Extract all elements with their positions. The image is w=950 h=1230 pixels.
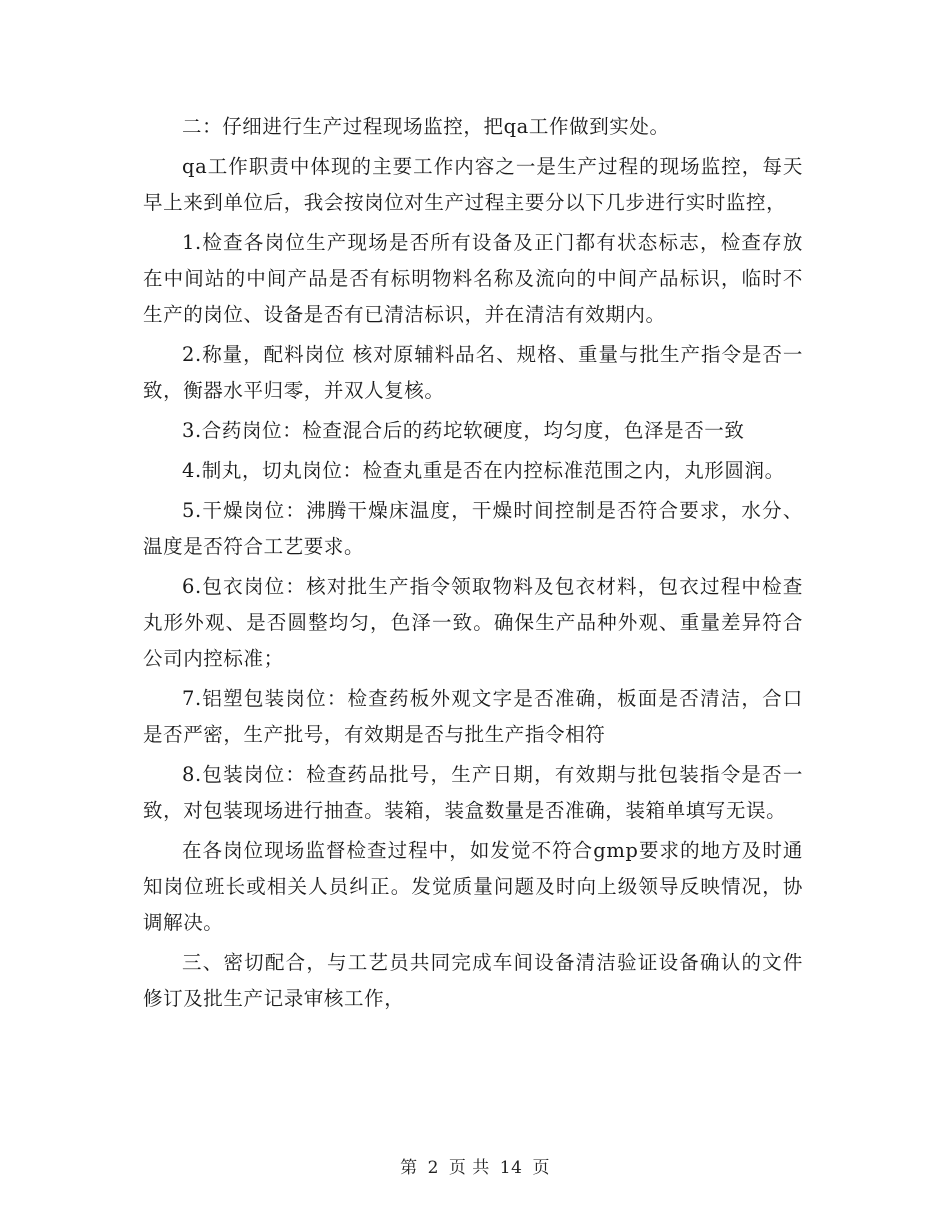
paragraph-step-1: 1.检查各岗位生产现场是否所有设备及正门都有状态标志，检查存放在中间站的中间产品是否有标明物料名称及流向的中间产品标识，临时不生产的岗位、设备是否有已清洁标识，并在清洁有效期内。 [143, 231, 803, 326]
paragraph-step-7: 7.铝塑包装岗位：检查药板外观文字是否准确，板面是否清洁，合口是否严密，生产批号，有效期是否与批生产指令相符 [143, 687, 803, 746]
current-page-number: 2 [427, 1158, 439, 1178]
paragraph-supervision: 在各岗位现场监督检查过程中，如发觉不符合gmp要求的地方及时通知岗位班长或相关人员纠正。发觉质量问题及时向上级领导反映情况，协调解决。 [143, 839, 803, 934]
paragraph-section-two-heading: 二：仔细进行生产过程现场监控，把qa工作做到实处。 [182, 115, 670, 138]
page-label-suffix: 页 [532, 1158, 550, 1178]
page-label-mid: 页 共 [448, 1158, 490, 1178]
paragraph-qa-duties: qa工作职责中体现的主要工作内容之一是生产过程的现场监控，每天早上来到单位后，我会按岗位对生产过程主要分以下几步进行实时监控， [143, 155, 803, 214]
paragraph-section-three: 三、密切配合，与工艺员共同完成车间设备清洁验证设备确认的文件修订及批生产记录审核工作， [143, 951, 803, 1010]
paragraph-step-5: 5.干燥岗位：沸腾干燥床温度，干燥时间控制是否符合要求，水分、温度是否符合工艺要求。 [143, 499, 803, 558]
paragraph-step-2: 2.称量，配料岗位 核对原辅料品名、规格、重量与批生产指令是否一致，衡器水平归零，并双人复核。 [143, 343, 803, 402]
document-body [143, 109, 803, 1021]
total-pages-number: 14 [499, 1158, 523, 1178]
page-label-prefix: 第 [400, 1158, 418, 1178]
paragraph-step-4: 4.制丸，切丸岗位：检查丸重是否在内控标准范围之内，丸形圆润。 [182, 459, 785, 482]
paragraph-step-3: 3.合药岗位：检查混合后的药坨软硬度，均匀度，色泽是否一致 [182, 419, 745, 442]
page-footer [0, 1153, 950, 1178]
paragraph-step-8: 8.包装岗位：检查药品批号，生产日期，有效期与批包装指令是否一致，对包装现场进行抽查。装箱，装盒数量是否准确，装箱单填写无误。 [143, 763, 803, 822]
paragraph-step-6: 6.包衣岗位：核对批生产指令领取物料及包衣材料，包衣过程中检查丸形外观、是否圆整均匀，色泽一致。确保生产品种外观、重量差异符合公司内控标准； [143, 575, 803, 670]
